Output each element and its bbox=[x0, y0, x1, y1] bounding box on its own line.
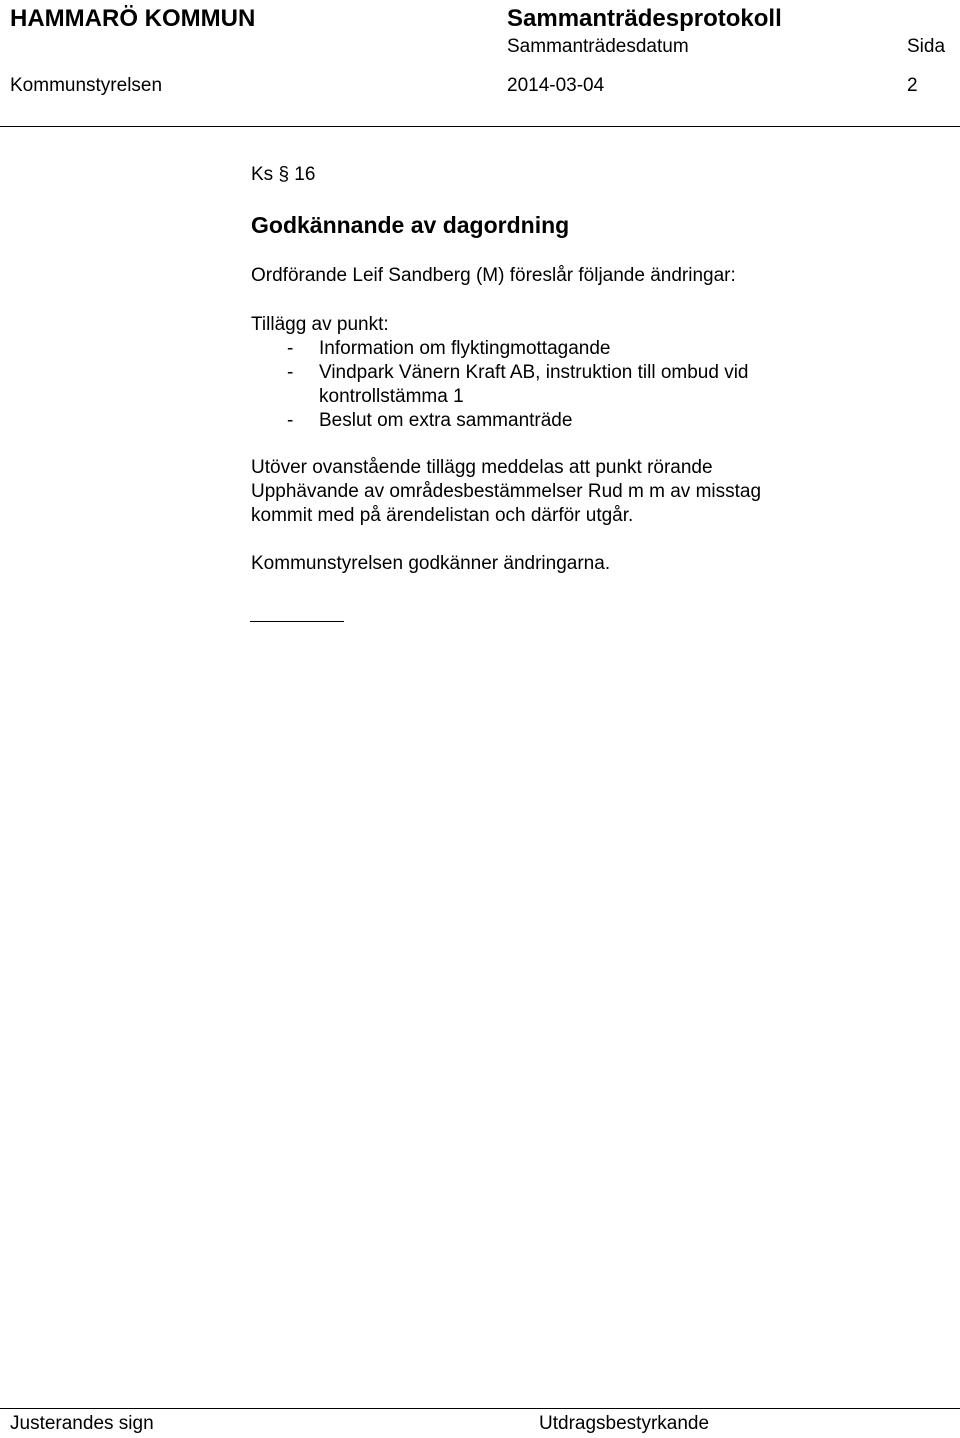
organization-name: HAMMARÖ KOMMUN bbox=[10, 5, 256, 32]
list-dash: - bbox=[287, 362, 294, 383]
note-line: Upphävande av områdesbestämmelser Rud m m av misstag bbox=[251, 481, 762, 502]
decision-text: Kommunstyrelsen godkänner ändringarna. bbox=[251, 553, 611, 574]
date-label: Sammanträdesdatum bbox=[507, 36, 689, 57]
document-type: Sammanträdesprotokoll bbox=[507, 5, 782, 32]
addition-heading: Tillägg av punkt: bbox=[251, 314, 389, 335]
extract-certification-label: Utdragsbestyrkande bbox=[539, 1413, 710, 1434]
list-item-text: Beslut om extra sammanträde bbox=[319, 410, 573, 431]
body-name: Kommunstyrelsen bbox=[10, 75, 163, 96]
list-item-text: Vindpark Vänern Kraft AB, instruktion till ombud vid bbox=[319, 362, 749, 383]
intro-text: Ordförande Leif Sandberg (M) föreslår följande ändringar: bbox=[251, 265, 736, 286]
list-item-text-continued: kontrollstämma 1 bbox=[319, 386, 464, 407]
list-dash: - bbox=[287, 338, 294, 359]
header-divider bbox=[0, 126, 960, 127]
page-number: 2 bbox=[907, 75, 918, 96]
note-paragraph bbox=[251, 456, 851, 528]
item-title: Godkännande av dagordning bbox=[251, 212, 570, 238]
note-line: Utöver ovanstående tillägg meddelas att punkt rörande bbox=[251, 457, 713, 478]
paragraph-id: Ks § 16 bbox=[251, 164, 316, 185]
list-dash: - bbox=[287, 410, 294, 431]
page-label: Sida bbox=[907, 36, 946, 57]
meeting-date: 2014-03-04 bbox=[507, 75, 605, 96]
adjuster-signature-label: Justerandes sign bbox=[10, 1413, 154, 1434]
note-line: kommit med på ärendelistan och därför utgår. bbox=[251, 505, 634, 526]
end-of-item-line bbox=[250, 621, 344, 622]
list-item-text: Information om flyktingmottagande bbox=[319, 338, 611, 359]
footer-divider bbox=[0, 1408, 960, 1409]
